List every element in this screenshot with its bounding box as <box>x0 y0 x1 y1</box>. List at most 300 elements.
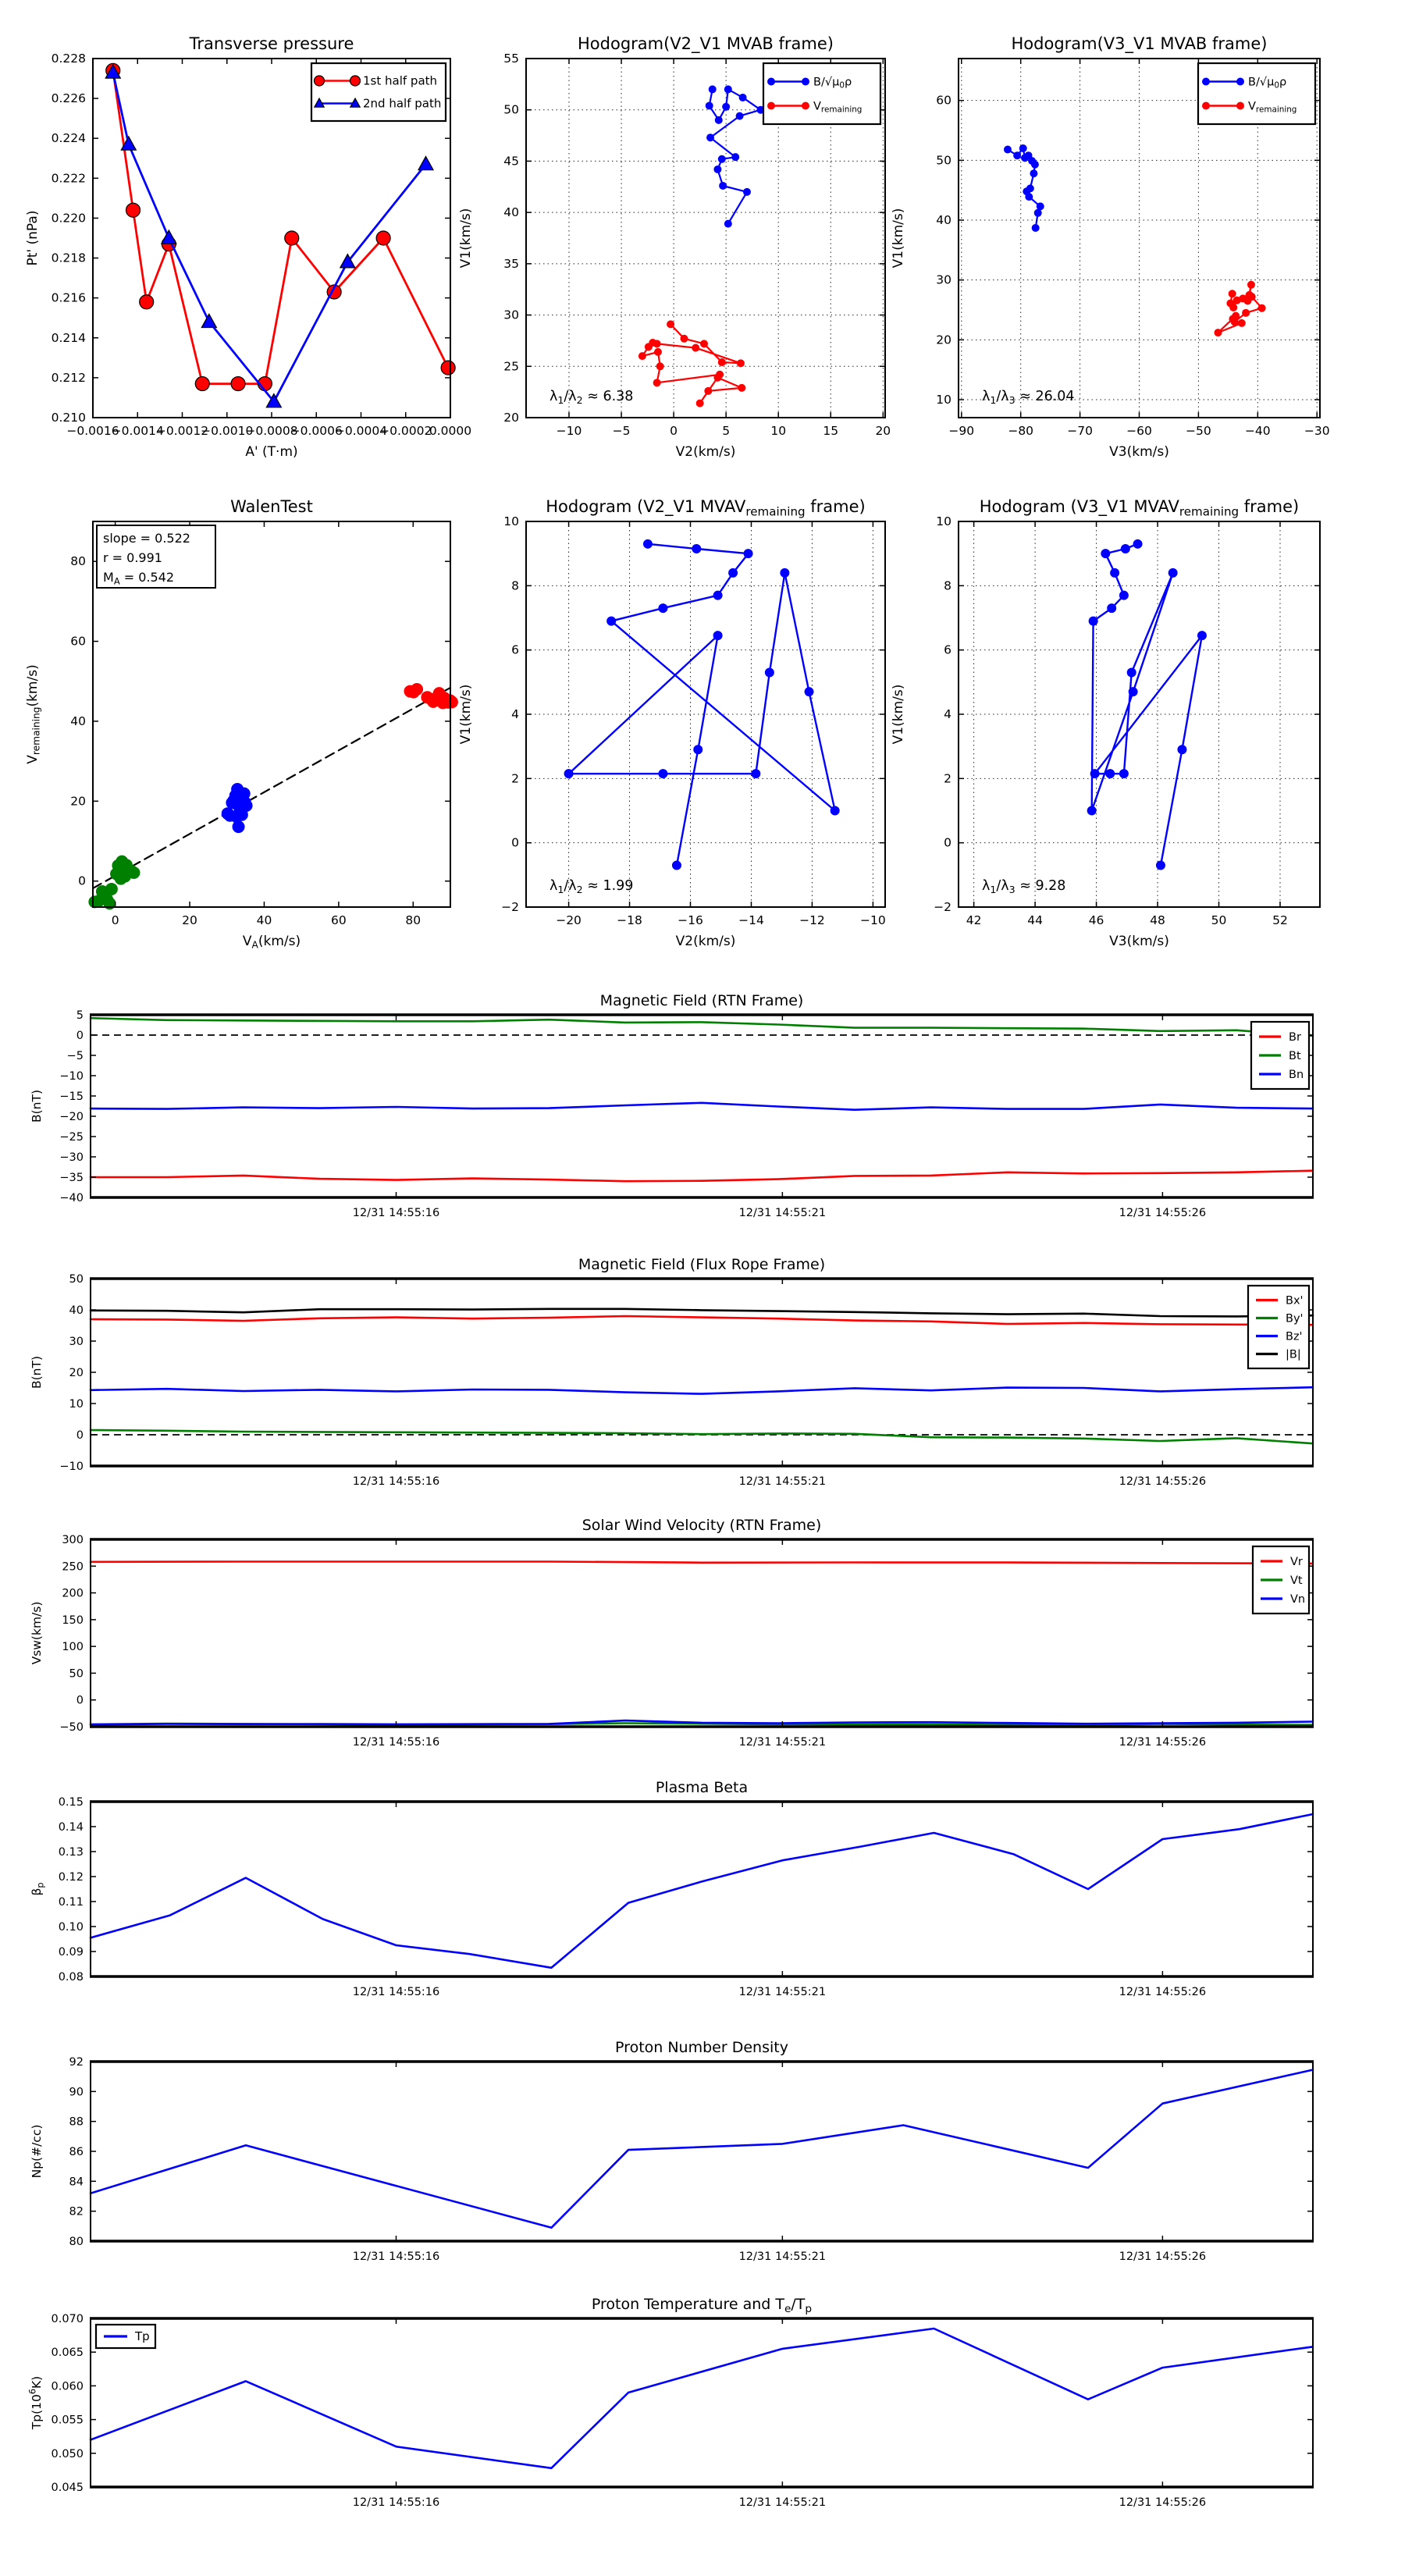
data-point-marker <box>1111 568 1119 577</box>
x-tick-label: −30 <box>1304 424 1330 438</box>
y-tick-label: 100 <box>62 1641 84 1654</box>
y-tick-label: 0.08 <box>58 1971 84 1984</box>
data-point-marker <box>1031 161 1038 168</box>
data-point-marker <box>1203 78 1210 85</box>
y-tick-label: 0.210 <box>51 411 86 425</box>
y-tick-label: 86 <box>69 2146 84 2158</box>
legend-label: Vn <box>1290 1593 1306 1606</box>
data-point-marker <box>376 231 390 245</box>
data-point-marker <box>411 684 423 696</box>
x-tick-label: −40 <box>1244 424 1271 438</box>
y-tick-label: 84 <box>69 2176 84 2189</box>
y-tick-label: 80 <box>70 554 86 569</box>
data-point-marker <box>781 568 789 577</box>
data-point-marker <box>656 363 663 370</box>
y-tick-label: 0.050 <box>51 2447 84 2460</box>
series-line <box>91 1103 1313 1110</box>
chart-title: Plasma Beta <box>655 1779 749 1796</box>
x-tick-label: −90 <box>948 424 975 438</box>
data-point-marker <box>1106 770 1115 778</box>
data-point-marker <box>715 116 722 123</box>
y-tick-label: 30 <box>503 308 519 322</box>
y-tick-label: 30 <box>69 1336 84 1348</box>
y-tick-label: 0.10 <box>58 1921 84 1934</box>
data-point-marker <box>1156 861 1165 870</box>
x-tick-label: 15 <box>823 424 839 438</box>
data-point-marker <box>714 374 721 381</box>
chart-np <box>30 2039 1314 2263</box>
data-point-marker <box>1014 152 1021 159</box>
data-point-marker <box>724 86 731 93</box>
data-point-marker <box>1237 78 1244 85</box>
x-tick-label: 42 <box>966 913 982 927</box>
x-tick-label: −0.0006 <box>290 424 343 438</box>
x-tick-label: 12/31 14:55:26 <box>1119 2496 1207 2509</box>
y-tick-label: 6 <box>944 642 951 657</box>
chart-tp <box>28 2296 1314 2509</box>
x-tick-label: 12/31 14:55:16 <box>352 1475 440 1488</box>
data-point-marker <box>231 377 245 391</box>
y-tick-label: 92 <box>69 2056 84 2069</box>
legend-box <box>311 63 446 121</box>
y-tick-label: 60 <box>936 93 951 108</box>
data-point-marker <box>1087 806 1096 815</box>
series-line <box>91 1316 1313 1325</box>
chart-title: Hodogram(V3_V1 MVAB frame) <box>1011 34 1268 53</box>
data-point-marker <box>713 591 722 600</box>
x-tick-label: 40 <box>256 913 272 927</box>
data-point-marker <box>1203 102 1210 109</box>
y-tick-label: 0.09 <box>58 1946 84 1959</box>
y-tick-label: 0.214 <box>51 330 86 345</box>
legend-label: $V_{remaining}$ <box>1248 100 1297 115</box>
data-point-marker <box>1258 304 1265 311</box>
data-point-marker <box>238 788 250 799</box>
data-point-marker <box>140 295 154 309</box>
legend-label: Bz' <box>1286 1330 1303 1343</box>
x-tick-label: −5 <box>612 424 631 438</box>
y-tick-label: 0.065 <box>51 2347 84 2360</box>
x-tick-label: −14 <box>738 913 764 927</box>
data-point-marker <box>709 86 716 93</box>
data-point-marker <box>738 384 745 391</box>
y-tick-label: 4 <box>944 707 951 721</box>
legend <box>1248 1286 1309 1368</box>
y-tick-label: −25 <box>59 1131 84 1144</box>
x-tick-label: 0.0000 <box>429 424 472 438</box>
data-point-marker <box>714 165 721 173</box>
y-tick-label: −15 <box>59 1091 84 1103</box>
data-point-marker <box>1238 319 1245 326</box>
y-tick-label: −10 <box>59 1070 84 1083</box>
y-axis-label: V1(km/s) <box>891 208 906 269</box>
legend-label: Tp <box>135 2329 150 2343</box>
data-point-marker <box>441 361 455 375</box>
data-point-marker <box>718 359 725 366</box>
y-axis-label: B(nT) <box>30 1089 44 1123</box>
y-tick-label: 200 <box>62 1587 84 1600</box>
lambda-ratio-annotation: $\lambda_1/\lambda_2 \approx 1.99$ <box>550 878 634 895</box>
data-point-marker <box>1026 194 1033 201</box>
chart-mrtn <box>30 992 1314 1219</box>
y-axis-label: B(nT) <box>30 1355 44 1389</box>
data-point-marker <box>802 78 809 85</box>
chart-title: Solar Wind Velocity (RTN Frame) <box>582 1517 822 1534</box>
chart-title: Proton Temperature and $T_e/T_p$ <box>591 2296 813 2316</box>
stats-line: slope = 0.522 <box>103 531 190 546</box>
y-tick-label: 82 <box>69 2205 84 2218</box>
x-tick-label: −0.0002 <box>379 424 432 438</box>
data-point-marker <box>240 799 252 811</box>
legend-label: Bt <box>1289 1050 1301 1062</box>
data-point-marker <box>720 182 727 189</box>
legend-label: |B| <box>1286 1348 1301 1361</box>
y-tick-label: 0.228 <box>51 52 86 66</box>
data-point-marker <box>739 94 746 101</box>
y-tick-label: 0.12 <box>58 1871 84 1884</box>
x-tick-label: −0.0004 <box>334 424 388 438</box>
chart-title: Magnetic Field (Flux Rope Frame) <box>578 1256 826 1273</box>
x-tick-label: −12 <box>799 913 825 927</box>
data-point-marker <box>802 102 809 109</box>
x-tick-label: 46 <box>1088 913 1104 927</box>
data-point-marker <box>706 102 713 109</box>
series-line <box>91 1562 1313 1564</box>
data-point-marker <box>696 400 703 407</box>
data-point-marker <box>1129 688 1137 696</box>
data-point-marker <box>744 550 752 558</box>
data-point-marker <box>805 688 813 696</box>
lambda-ratio-annotation: $\lambda_1/\lambda_2 \approx 6.38$ <box>550 389 634 406</box>
x-tick-label: −80 <box>1008 424 1034 438</box>
data-point-marker <box>653 379 660 386</box>
legend-label: $B/√\mu_0\rho$ <box>813 76 852 91</box>
data-point-marker <box>1030 170 1037 177</box>
chart-p2 <box>458 34 891 460</box>
data-point-marker <box>418 156 433 169</box>
chart-title: Proton Number Density <box>615 2039 788 2056</box>
data-point-marker <box>1237 102 1244 109</box>
chart-title: Transverse pressure <box>189 34 354 53</box>
series-line <box>1092 544 1202 866</box>
y-tick-label: 40 <box>936 213 951 227</box>
data-point-marker <box>233 821 244 833</box>
y-tick-label: 0.224 <box>51 131 86 146</box>
y-tick-label: 20 <box>70 794 86 809</box>
data-point-marker <box>446 696 457 708</box>
y-tick-label: 0.216 <box>51 290 86 305</box>
data-point-marker <box>1032 224 1039 231</box>
x-tick-label: 5 <box>722 424 731 438</box>
legend-label: Br <box>1289 1031 1301 1044</box>
data-point-marker <box>1232 312 1240 319</box>
y-tick-label: 0.11 <box>58 1896 84 1909</box>
data-point-marker <box>195 377 209 391</box>
chart-title: Magnetic Field (RTN Frame) <box>599 992 804 1009</box>
x-tick-label: 12/31 14:55:26 <box>1119 1736 1207 1749</box>
legend <box>1253 1546 1309 1614</box>
data-point-marker <box>694 745 702 754</box>
y-tick-label: 0 <box>511 835 519 850</box>
data-point-marker <box>729 568 738 577</box>
x-tick-label: −50 <box>1186 424 1211 438</box>
y-axis-label: V1(km/s) <box>891 684 906 745</box>
x-tick-label: 12/31 14:55:26 <box>1119 1207 1207 1219</box>
data-point-marker <box>768 102 775 109</box>
x-tick-label: −20 <box>556 913 582 927</box>
data-point-marker <box>1230 304 1237 311</box>
x-tick-label: 60 <box>331 913 347 927</box>
y-tick-label: 10 <box>936 393 951 407</box>
y-tick-label: 8 <box>944 578 951 593</box>
chart-h4 <box>891 497 1321 949</box>
data-point-marker <box>350 76 361 86</box>
y-tick-label: 0.212 <box>51 370 86 385</box>
data-point-marker <box>1019 145 1026 152</box>
legend <box>763 63 880 124</box>
data-point-marker <box>705 387 712 394</box>
series-line <box>91 1309 1313 1317</box>
data-point-marker <box>638 353 646 360</box>
y-tick-label: 20 <box>503 411 519 425</box>
y-tick-label: −50 <box>59 1721 84 1734</box>
x-tick-label: 0 <box>111 913 119 927</box>
x-tick-label: −10 <box>556 424 582 438</box>
x-axis-label: V2(km/s) <box>675 934 736 949</box>
data-point-marker <box>736 112 743 119</box>
x-tick-label: 12/31 14:55:16 <box>352 1986 440 1998</box>
y-tick-label: 300 <box>62 1534 84 1546</box>
y-tick-label: 50 <box>69 1273 84 1286</box>
data-point-marker <box>718 155 725 162</box>
chart-p1 <box>25 34 471 460</box>
y-tick-label: −2 <box>501 900 519 914</box>
x-tick-label: 20 <box>182 913 197 927</box>
data-point-marker <box>1127 668 1136 677</box>
x-tick-label: 20 <box>875 424 891 438</box>
y-axis-label: V1(km/s) <box>458 684 474 745</box>
y-axis-label: $Tp(10^6K)$ <box>27 2375 44 2430</box>
y-tick-label: 4 <box>511 707 519 721</box>
y-tick-label: 10 <box>503 514 519 528</box>
series-line <box>91 2070 1313 2228</box>
data-point-marker <box>1133 539 1142 548</box>
data-point-marker <box>128 866 140 878</box>
y-tick-label: 50 <box>936 153 951 168</box>
data-point-marker <box>1229 290 1236 297</box>
y-tick-label: 0.218 <box>51 251 86 265</box>
data-point-marker <box>1197 632 1206 640</box>
y-tick-label: 0.226 <box>51 91 86 106</box>
chart-title: Hodogram (V2_V1 $MVAV_{remaining}$ frame) <box>546 496 866 519</box>
data-point-marker <box>105 883 117 895</box>
y-tick-label: 55 <box>503 52 519 66</box>
x-tick-label: 12/31 14:55:26 <box>1119 2250 1207 2263</box>
chart-beta <box>30 1779 1314 1998</box>
data-point-marker <box>1119 770 1128 778</box>
x-tick-label: 0 <box>670 424 678 438</box>
x-tick-label: 12/31 14:55:26 <box>1119 1475 1207 1488</box>
data-point-marker <box>1089 617 1097 625</box>
y-axis-label: $V_{remaining}(km/s)$ <box>24 664 42 764</box>
x-tick-label: 12/31 14:55:16 <box>352 2496 440 2509</box>
stats-line: r = 0.991 <box>103 550 162 565</box>
stats-line: $M_A = 0.542$ <box>103 569 175 587</box>
data-point-marker <box>724 220 731 227</box>
x-tick-label: −10 <box>860 913 886 927</box>
y-tick-label: 30 <box>936 272 951 287</box>
y-axis-label: Vsw(km/s) <box>30 1601 44 1665</box>
data-point-marker <box>672 861 681 870</box>
data-point-marker <box>765 668 774 677</box>
data-point-marker <box>831 806 839 815</box>
x-tick-label: −18 <box>617 913 642 927</box>
y-tick-label: 0.060 <box>51 2380 84 2393</box>
data-point-marker <box>1004 146 1011 153</box>
x-tick-label: −60 <box>1126 424 1152 438</box>
y-tick-label: 80 <box>69 2236 84 2248</box>
data-point-marker <box>667 321 674 328</box>
y-tick-label: 6 <box>511 642 519 657</box>
series-line <box>91 1171 1313 1182</box>
legend-box <box>1198 63 1315 124</box>
data-point-marker <box>315 76 325 86</box>
x-tick-label: 12/31 14:55:26 <box>1119 1986 1207 1998</box>
y-tick-label: 0.045 <box>51 2482 84 2494</box>
legend-label: 1st half path <box>363 73 438 88</box>
y-tick-label: 20 <box>936 333 951 347</box>
data-point-marker <box>743 188 750 195</box>
y-tick-label: 35 <box>503 256 519 271</box>
y-tick-label: 0.055 <box>51 2414 84 2427</box>
data-point-marker <box>768 78 775 85</box>
data-point-marker <box>1121 544 1129 553</box>
y-tick-label: 45 <box>503 154 519 169</box>
y-tick-label: 0.14 <box>58 1821 84 1834</box>
chart-title: Hodogram (V3_V1 $MVAV_{remaining}$ frame) <box>979 496 1300 519</box>
y-tick-label: −20 <box>59 1111 84 1123</box>
x-tick-label: 52 <box>1272 913 1288 927</box>
x-axis-label: $V_A(km/s)$ <box>242 933 301 951</box>
data-point-marker <box>201 314 216 327</box>
x-tick-label: 44 <box>1027 913 1043 927</box>
x-axis-label: V2(km/s) <box>675 444 736 460</box>
legend <box>1251 1022 1309 1089</box>
y-tick-label: 10 <box>69 1398 84 1411</box>
legend-box <box>763 63 880 124</box>
data-point-marker <box>1037 203 1044 210</box>
data-point-marker <box>752 770 760 778</box>
series-line <box>91 2329 1313 2468</box>
data-point-marker <box>643 539 652 548</box>
y-tick-label: 0.15 <box>58 1796 84 1809</box>
data-point-marker <box>700 340 707 347</box>
lambda-ratio-annotation: $\lambda_1/\lambda_3 \approx 9.28$ <box>982 878 1066 895</box>
x-tick-label: 12/31 14:55:16 <box>352 1207 440 1219</box>
chart-h3 <box>458 497 886 949</box>
y-tick-label: 0 <box>76 1030 84 1042</box>
y-tick-label: −2 <box>934 900 951 914</box>
x-tick-label: 12/31 14:55:21 <box>738 1986 827 1998</box>
x-tick-label: 10 <box>770 424 787 438</box>
y-tick-label: 150 <box>62 1614 84 1627</box>
y-tick-label: 0 <box>944 835 951 850</box>
y-tick-label: 0 <box>78 873 86 888</box>
x-tick-label: 12/31 14:55:21 <box>738 1475 827 1488</box>
data-point-marker <box>659 604 667 613</box>
data-point-marker <box>681 335 688 342</box>
y-axis-label: Np(#/cc) <box>30 2124 44 2179</box>
data-point-marker <box>564 770 573 778</box>
y-tick-label: 40 <box>70 713 86 728</box>
y-tick-label: 20 <box>69 1367 84 1379</box>
legend-label: Bx' <box>1286 1294 1304 1308</box>
chart-vsw <box>30 1517 1314 1749</box>
series-line <box>91 1387 1313 1393</box>
y-tick-label: 0.13 <box>58 1846 84 1859</box>
series-line <box>91 1018 1313 1036</box>
y-tick-label: −30 <box>59 1151 84 1164</box>
data-point-marker <box>1247 281 1254 288</box>
data-point-marker <box>126 203 140 217</box>
x-tick-label: 80 <box>405 913 422 927</box>
chart-mfr <box>30 1256 1314 1488</box>
legend <box>311 63 446 121</box>
x-tick-label: 12/31 14:55:21 <box>738 2250 827 2263</box>
x-axis-label: V3(km/s) <box>1109 444 1169 460</box>
y-tick-label: 0 <box>76 1694 84 1707</box>
data-point-marker <box>1108 604 1116 613</box>
y-tick-label: 0.220 <box>51 211 86 226</box>
data-point-marker <box>1178 745 1186 754</box>
data-point-marker <box>692 344 699 351</box>
x-tick-label: 12/31 14:55:16 <box>352 2250 440 2263</box>
data-point-marker <box>162 230 176 244</box>
x-tick-label: −0.0010 <box>201 424 254 438</box>
data-point-marker <box>285 231 299 245</box>
x-tick-label: 12/31 14:55:21 <box>738 1736 827 1749</box>
series-line <box>91 1814 1313 1968</box>
series-line <box>93 688 450 888</box>
y-tick-label: −40 <box>59 1192 84 1204</box>
x-tick-label: 12/31 14:55:16 <box>352 1736 440 1749</box>
y-tick-label: 90 <box>69 2086 84 2099</box>
data-point-marker <box>607 617 616 625</box>
data-point-marker <box>692 544 701 553</box>
series-line <box>569 544 835 866</box>
legend-label: Bn <box>1289 1069 1304 1081</box>
y-tick-label: 50 <box>69 1667 84 1681</box>
data-point-marker <box>1119 591 1128 600</box>
y-tick-label: 50 <box>503 102 519 117</box>
series-line <box>91 1430 1313 1443</box>
lambda-ratio-annotation: $\lambda_1/\lambda_3 \approx 26.04$ <box>982 389 1075 406</box>
x-tick-label: −16 <box>678 913 703 927</box>
y-tick-label: 5 <box>76 1009 84 1022</box>
chart-walen <box>25 497 457 951</box>
legend-label: Vr <box>1290 1556 1303 1568</box>
x-tick-label: −0.0014 <box>111 424 164 438</box>
y-axis-label: $\beta_p$ <box>30 1882 46 1896</box>
y-tick-label: 40 <box>69 1304 84 1317</box>
y-tick-label: 8 <box>511 578 519 593</box>
y-tick-label: 0.070 <box>51 2313 84 2325</box>
data-point-marker <box>723 103 730 110</box>
legend-label: 2nd half path <box>363 96 442 111</box>
y-tick-label: 40 <box>503 205 519 220</box>
data-point-marker <box>645 343 652 350</box>
y-tick-label: 0.222 <box>51 171 86 186</box>
